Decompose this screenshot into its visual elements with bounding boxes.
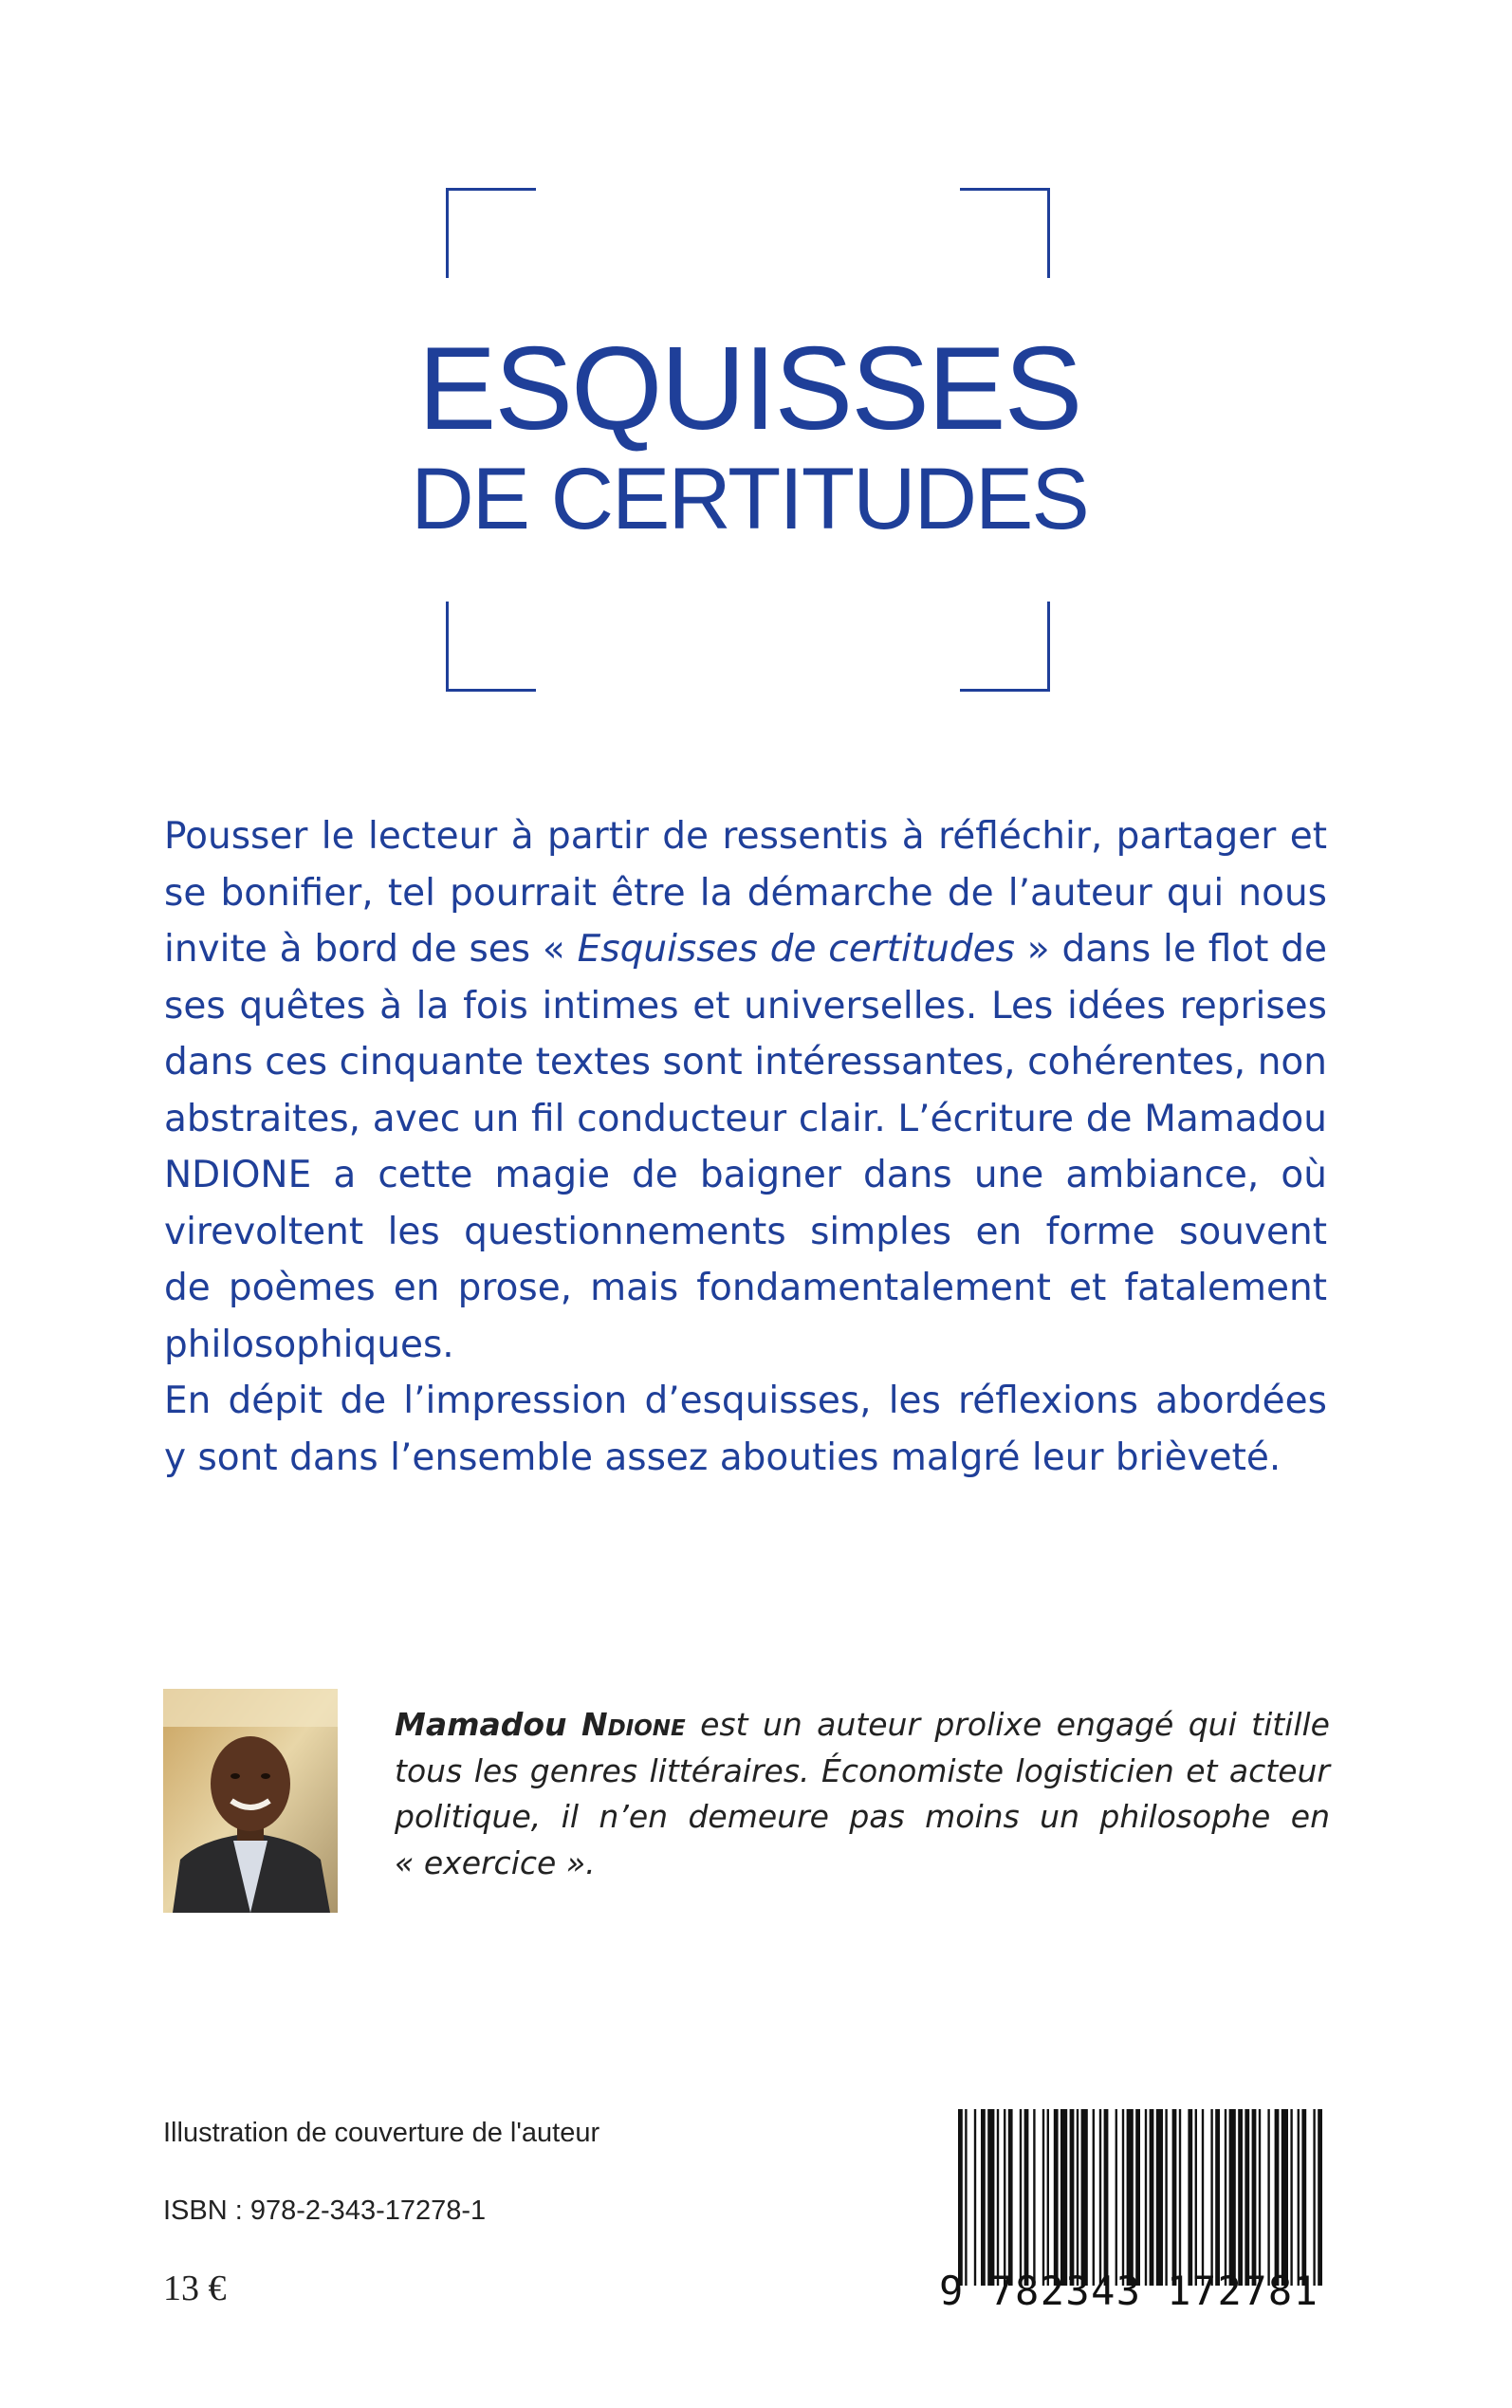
barcode-bar [987, 2109, 994, 2286]
barcode-bar [1145, 2109, 1147, 2286]
bio-line: tous les genres littéraires. Économiste logisticien et acteur [395, 1751, 1330, 1789]
barcode-bar [1313, 2109, 1315, 2286]
blurb-line: En dépit de l’impression d’esquisses, les réflexions abordées [164, 1380, 1327, 1422]
blurb-line: abstraites, avec un fil conducteur clair. L’écriture de Mamadou [164, 1097, 1327, 1140]
author-first-name: Mamadou [395, 1706, 567, 1743]
barcode-bar [1060, 2109, 1067, 2286]
barcode-bar [1282, 2109, 1288, 2286]
bio-line: politique, il n’en demeure pas moins un philosophe en [395, 1798, 1330, 1835]
barcode-bar [1179, 2109, 1181, 2286]
barcode-bar [1156, 2109, 1163, 2286]
barcode-bar [1033, 2109, 1035, 2286]
barcode-bar [1238, 2109, 1243, 2286]
barcode-bar [1318, 2109, 1322, 2286]
price-label: 13 € [163, 2269, 227, 2308]
frame-corner-top-right [960, 188, 1050, 278]
blurb-line [164, 921, 1327, 978]
blurb-line: y sont dans l’ensemble assez abouties malgré leur brièveté. [164, 1436, 1282, 1479]
bio-line: « exercice ». [395, 1843, 596, 1881]
barcode-bar [1008, 2109, 1013, 2286]
barcode-bar [1004, 2109, 1005, 2286]
cover-illustration-credit: Illustration de couverture de l'auteur [163, 2118, 600, 2148]
title-line-1: ESQUISSES [417, 324, 1081, 454]
blurb-text: » dans le flot de [1014, 928, 1327, 971]
blurb-line: de poèmes en prose, mais fondamentalement et fatalement [164, 1267, 1327, 1309]
barcode-bar [965, 2109, 967, 2286]
barcode-bar [1150, 2109, 1154, 2286]
barcode-bar [1093, 2109, 1095, 2286]
blurb-text: invite à bord de ses « [164, 928, 578, 971]
barcode-bar [1054, 2109, 1059, 2286]
blurb-line: ses quêtes à la fois intimes et universelles. Les idées reprises [164, 984, 1327, 1028]
barcode-bar [1225, 2109, 1226, 2286]
barcode-bar [1245, 2109, 1249, 2286]
barcode-bar [1135, 2109, 1140, 2286]
barcode-bar [1195, 2109, 1197, 2286]
barcode-bar [1298, 2109, 1300, 2286]
barcode-bar [1165, 2109, 1167, 2286]
barcode-bar [1127, 2109, 1134, 2286]
barcode-bar [1215, 2109, 1220, 2286]
bio-text: est un auteur prolixe engagé qui titille [685, 1706, 1330, 1743]
book-title-italic: Esquisses de certitudes [577, 928, 1015, 971]
barcode-bar [1259, 2109, 1261, 2286]
barcode-bar [1047, 2109, 1049, 2286]
barcode-bar [1099, 2109, 1101, 2286]
blurb-line: dans ces cinquante textes sont intéressantes, cohérentes, non [164, 1041, 1327, 1084]
author-photo [163, 1689, 338, 1913]
blurb-line: virevoltent les questionnements simples en forme souvent [164, 1210, 1327, 1253]
barcode-bar [1116, 2109, 1117, 2286]
barcode-bar [1070, 2109, 1075, 2286]
author-last-name: Ndione [581, 1706, 686, 1743]
barcode-bar [1188, 2109, 1192, 2286]
barcode-bar [1210, 2109, 1212, 2286]
barcode-bar [1042, 2109, 1044, 2286]
barcode-bar [1252, 2109, 1257, 2286]
author-bio [395, 1702, 1330, 1886]
barcode-bar [1275, 2109, 1280, 2286]
back-cover-blurb [164, 808, 1327, 1486]
barcode-bar [1301, 2109, 1306, 2286]
barcode-bar [1024, 2109, 1029, 2286]
title-line-2: DE CERTITUDES [411, 451, 1088, 547]
barcode-bar [1077, 2109, 1079, 2286]
frame-corner-bottom-right [960, 602, 1050, 692]
barcode-bar [997, 2109, 999, 2286]
frame-corner-top-left [446, 188, 536, 278]
barcode-bar [1020, 2109, 1022, 2286]
blurb-line: NDIONE a cette magie de baigner dans une ambiance, où [164, 1154, 1327, 1196]
barcode-bar [1081, 2109, 1088, 2286]
barcode-bar [958, 2109, 963, 2286]
barcode-bar [1172, 2109, 1177, 2286]
barcode-bar [1290, 2109, 1292, 2286]
blurb-line: Pousser le lecteur à partir de ressentis à réfléchir, partager et [164, 815, 1327, 858]
barcode-bar [1202, 2109, 1204, 2286]
frame-corner-bottom-left [446, 602, 536, 692]
barcode-bar [981, 2109, 986, 2286]
barcode-bar [1229, 2109, 1236, 2286]
barcode-digits: 9 782343 172781 [939, 2268, 1319, 2314]
bio-line [395, 1702, 1330, 1749]
isbn-label: ISBN : 978-2-343-17278-1 [163, 2195, 487, 2226]
barcode-bar [1122, 2109, 1124, 2286]
blurb-line: philosophiques. [164, 1323, 454, 1366]
barcode-bar [1267, 2109, 1269, 2286]
blurb-line: se bonifier, tel pourrait être la démarche de l’auteur qui nous [164, 871, 1327, 915]
barcode-bar [974, 2109, 976, 2286]
barcode-bar [1104, 2109, 1109, 2286]
